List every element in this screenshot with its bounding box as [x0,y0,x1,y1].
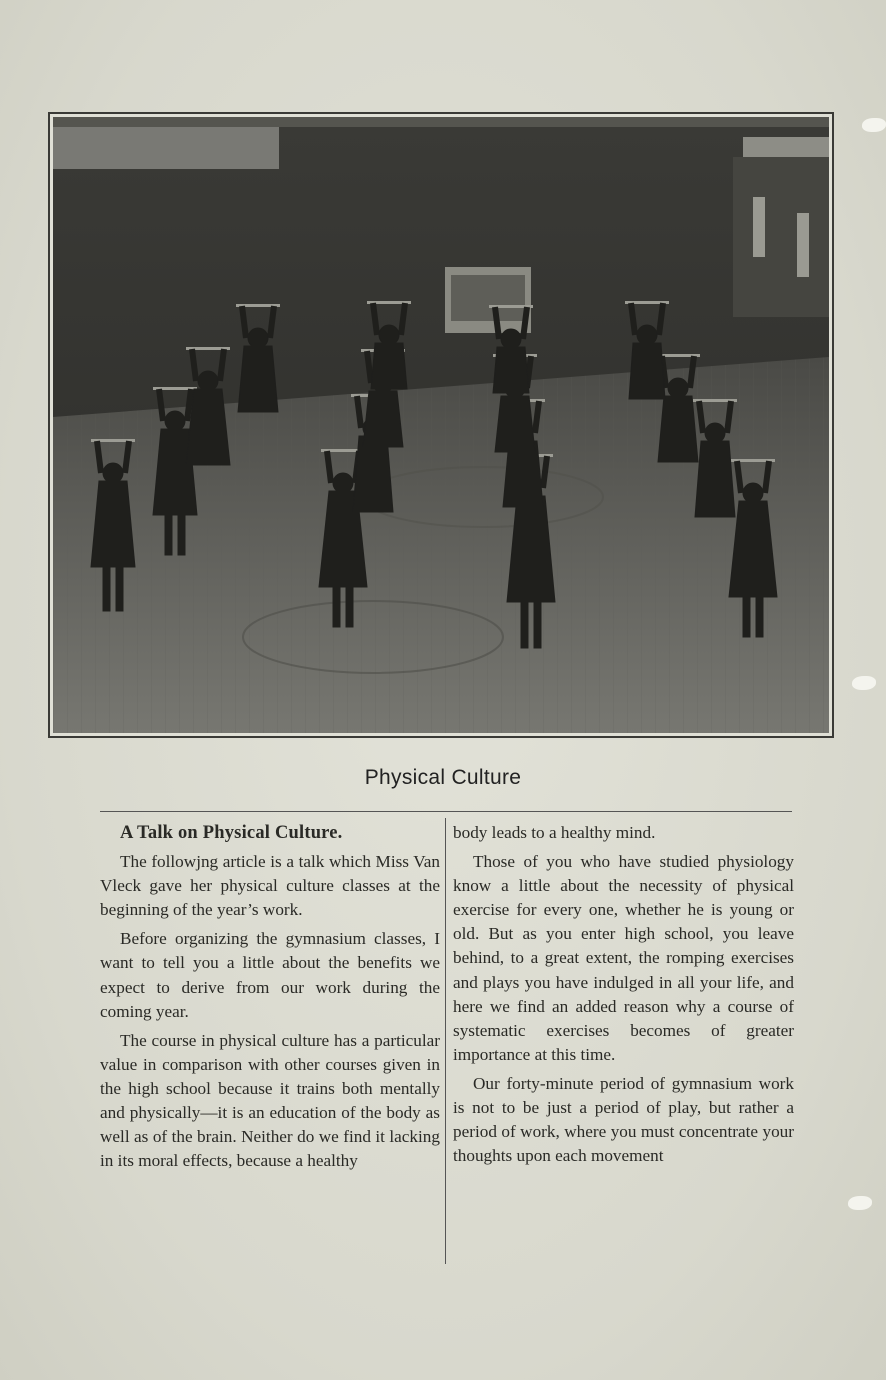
article-paragraph: Those of you who have studied physiology know a little about the necessity of physical exercise for every one, whether he is young or old. But as you enter high school, you leave behind, to a great extent, the romping exercises and plays you have indulged in all your life, and here we find an added reason why a course of systematic exercises becomes of greater importance at this time. [453,852,794,1064]
page-edge-notch [852,676,876,690]
gymnasium-photo [48,112,834,738]
photo-caption: Physical Culture [364,766,522,789]
article-paragraph: Before organizing the gymnasium classes, I want to tell you a little about the benefits we expect to derive from our work during the coming year. [100,929,440,1021]
page-edge-notch [862,118,886,132]
article-column-right [453,821,794,1168]
article-column-left [100,821,440,1173]
article-paragraph-continuation: body leads to a healthy mind. [453,823,656,842]
column-divider [445,818,446,1264]
article-heading: A Talk on Physical Culture. [120,823,343,843]
article-paragraph: Our forty-minute period of gymnasium work is not to be just a period of play, but rather a period of work, where you must concentrate your thoughts upon each movement [453,1073,794,1166]
page-edge-notch [848,1196,872,1210]
article-paragraph: The course in physical culture has a particular value in comparison with other courses given in the high school because it trains both mentally and physically—it is an education of the body as well as of the brain. Neither do we find it lacking in its moral effects, because a healthy [100,1030,440,1171]
section-rule [100,811,792,812]
article-paragraph: The followjng article is a talk which Miss Van Vleck gave her physical culture classes at the beginning of the year’s work. [100,852,440,920]
gymnasium-photo-image [53,117,829,733]
